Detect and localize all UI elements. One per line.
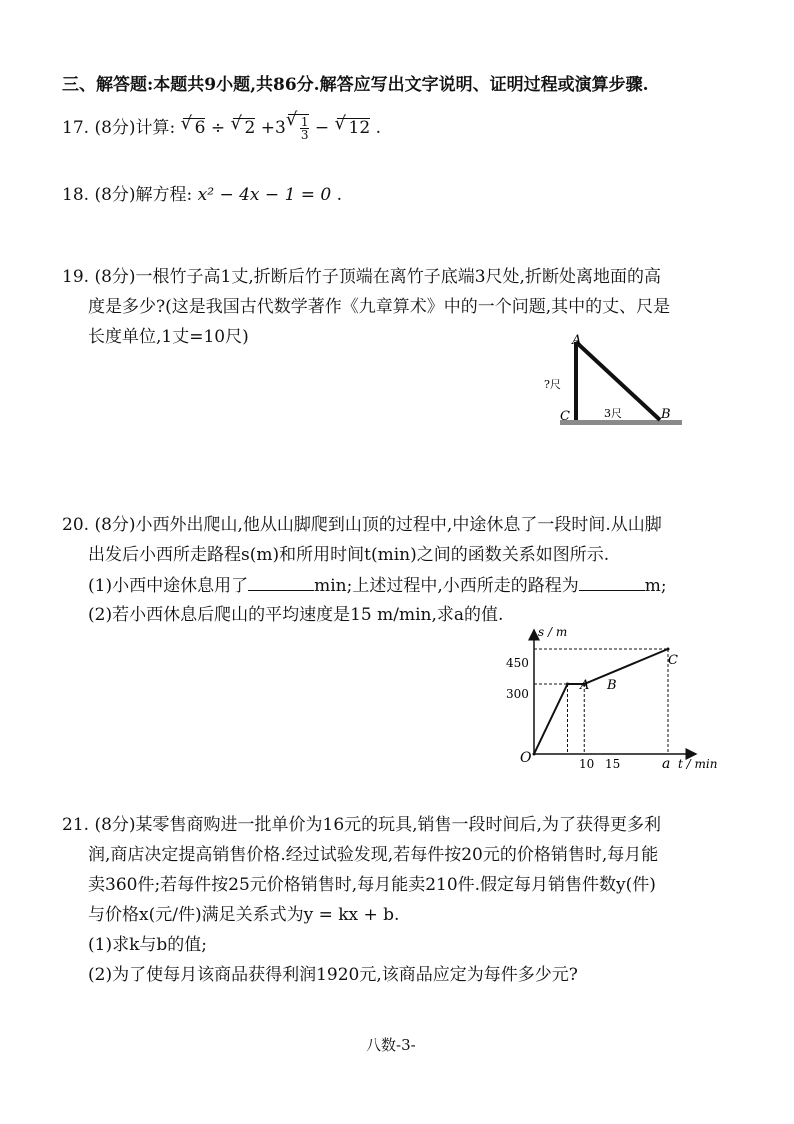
q19-label-height: ?尺 [544,378,561,391]
q17-end: . [375,118,381,138]
q20-part1-a: (1)小西中途休息用了 [88,576,249,596]
question-18 [62,184,342,206]
q20-blank-2[interactable] [579,574,645,591]
page-footer: 八数-3- [366,1036,416,1054]
q21-part1: (1)求k与b的值; [88,935,207,955]
point-label-B: B [607,678,617,693]
q19-line3: 长度单位,1丈=10尺) [88,327,249,347]
q20-part1-b: min;上述过程中,小西所走的路程为 [314,576,579,596]
q17-root-a: √ 6 [183,118,206,137]
y-axis-label: s / m [538,625,568,639]
q20-part2: (2)若小西休息后爬山的平均速度是15 m/min,求a的值. [88,605,504,625]
q19-label-base: 3尺 [604,407,622,420]
point-O [533,753,536,756]
q21-line3: 卖360件;若每件按25元价格销售时,每月能卖210件.假定每月销售件数y(件) [88,875,656,895]
point-label-A: A [580,678,590,693]
x-tick-15: 15 [605,757,621,771]
q18-prefix: 18. (8分)解方程: [62,185,193,205]
q20-graph [490,622,730,774]
point-label-C: C [668,653,678,668]
q17-frac-den: 3 [300,128,309,142]
q20-part1-c: m; [644,576,667,596]
q19-line2: 度是多少?(这是我国古代数学著作《九章算术》中的一个问题,其中的丈、尺是 [88,297,671,317]
x-tick-a: a [662,756,671,772]
q17-plus: +3 [260,118,286,138]
x-tick-10: 10 [579,757,595,771]
q17-div: ÷ [210,118,226,138]
q20-part1 [88,574,667,597]
q20-blank-1[interactable] [248,574,314,591]
y-tick-300: 300 [506,687,529,701]
q21-line2: 润,商店决定提高销售价格.经过试验发现,若每件按20元的价格销售时,每月能 [88,845,659,865]
q18-equation: x² − 4x − 1 = 0 [197,185,332,205]
q19-label-A: A [572,333,582,348]
point-C [667,648,670,651]
q17-frac-num: √ 1 [300,115,309,129]
q18-end: . [336,185,343,205]
q20-line1: 20. (8分)小西外出爬山,他从山脚爬到山顶的过程中,中途休息了一段时间.从山脚 [62,515,662,535]
section-header: 三、解答题:本题共9小题,共86分.解答应写出文字说明、证明过程或演算步骤. [62,75,649,95]
q21-line4: 与价格x(元/件)满足关系式为y = kx + b. [88,905,400,925]
q21-line1: 21. (8分)某零售商购进一批单价为16元的玩具,销售一段时间后,为了获得更多利 [62,815,661,835]
q20-line2: 出发后小西所走路程s(m)和所用时间t(min)之间的函数关系如图所示. [88,545,610,565]
q17-minus: − [314,118,330,138]
q19-figure [530,330,690,430]
q17-root-frac [288,114,310,141]
q19-label-C: C [560,409,570,424]
x-axis-label: t / min [678,757,718,771]
q17-prefix: 17. (8分)计算: [62,118,176,138]
y-tick-450: 450 [506,656,529,670]
q19-label-B: B [661,407,671,422]
origin-label: O [520,750,532,766]
s-t-line [534,649,668,754]
q19-line1: 19. (8分)一根竹子高1丈,折断后竹子顶端在离竹子底端3尺处,折断处离地面的高 [62,267,661,287]
q17-root-c: √ 12 [337,118,371,137]
q17-root-b: √ 2 [233,118,256,137]
q21-part2: (2)为了使每月该商品获得利润1920元,该商品应定为每件多少元? [88,965,578,985]
point-A [566,683,569,686]
question-17 [62,114,381,141]
